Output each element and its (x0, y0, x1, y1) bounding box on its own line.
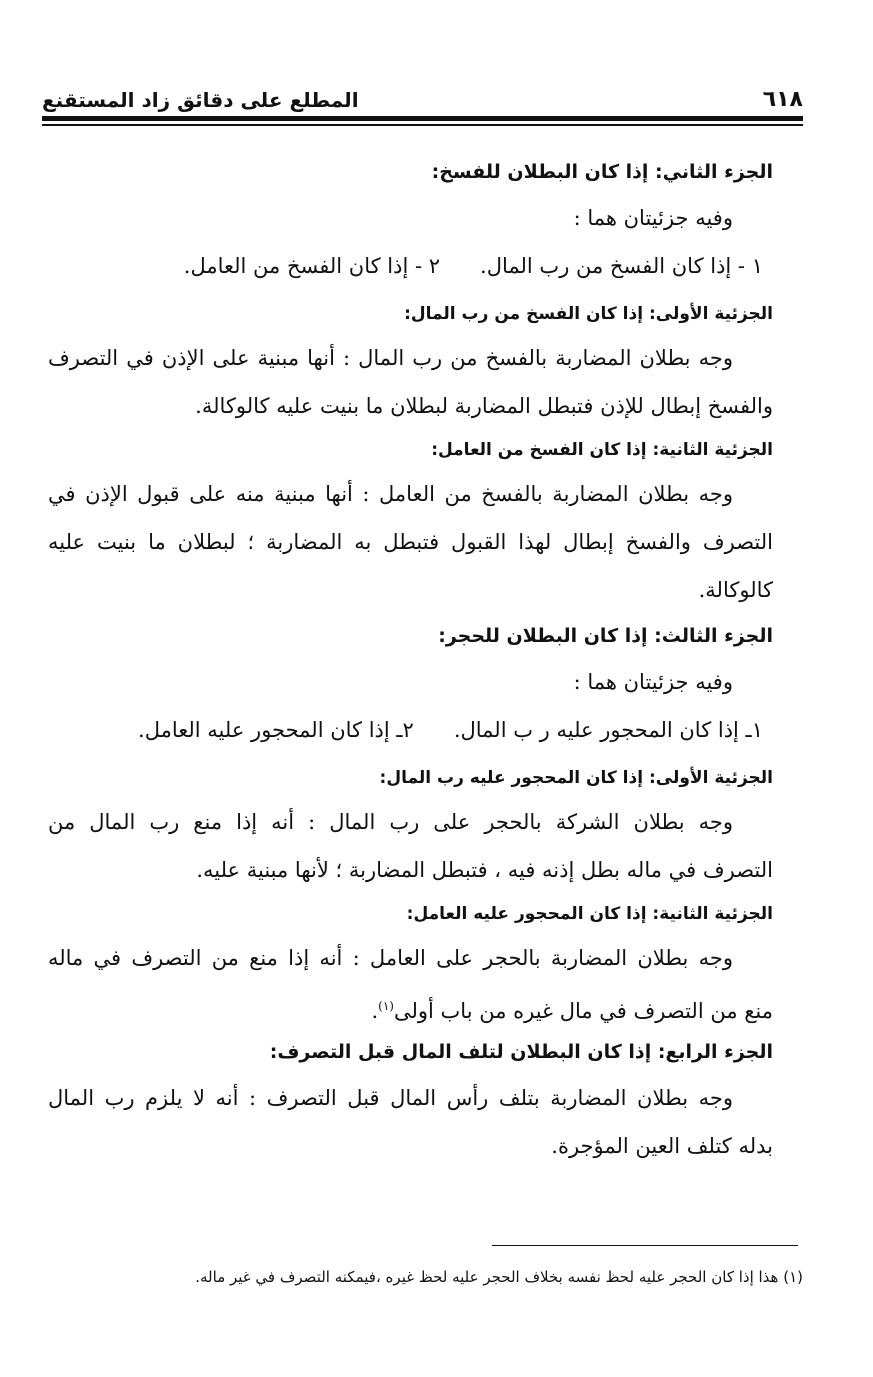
header-rule-thick (42, 116, 803, 121)
footnote-reference[interactable]: (١) (378, 999, 394, 1013)
section-heading: الجزء الثاني: إذا كان البطلان للفسخ: (431, 161, 773, 183)
page-number: ٦١٨ (762, 87, 803, 112)
footnote: (١) هذا إذا كان الحجر عليه لحظ نفسه بخلاف الحجر عليه لحظ غيره ،فيمكنه التصرف في غير ماله. (195, 1268, 803, 1286)
paragraph-line: وجه بطلان المضاربة بالفسخ من رب المال : أنها مبنية على الإذن في التصرف (48, 346, 733, 370)
paragraph-line: التصرف والفسخ إبطال لهذا القبول فتبطل به المضاربة ؛ لبطلان ما بنيت عليه (48, 530, 773, 554)
paragraph-line: بدله كتلف العين المؤجرة. (551, 1134, 773, 1158)
paragraph-line: وفيه جزئيتان هما : (573, 206, 733, 230)
page-header (42, 78, 803, 112)
list-item: ٢ - إذا كان الفسخ من العامل. (183, 254, 441, 278)
subsection-heading: الجزئية الأولى: إذا كان المحجور عليه رب المال: (379, 768, 773, 788)
list-item: ١ - إذا كان الفسخ من رب المال. (480, 254, 763, 278)
paragraph-text: منع من التصرف في مال غيره من باب أولى (393, 999, 773, 1023)
paragraph-line: وجه بطلان المضاربة بالفسخ من العامل : أنها مبنية منه على قبول الإذن في (48, 482, 733, 506)
numbered-list (48, 242, 773, 294)
footnote-separator (492, 1245, 798, 1246)
book-title: المطلع على دقائق زاد المستقنع (42, 88, 359, 112)
paragraph-line: والفسخ إبطال للإذن فتبطل المضاربة لبطلان ما بنيت عليه كالوكالة. (195, 394, 773, 418)
page-content (48, 150, 773, 1170)
paragraph-line: كالوكالة. (698, 578, 773, 602)
paragraph-line: وجه بطلان المضاربة بتلف رأس المال قبل التصرف : أنه لا يلزم رب المال (48, 1086, 733, 1110)
paragraph-line: وفيه جزئيتان هما : (573, 670, 733, 694)
list-item: ١ـ إذا كان المحجور عليه ر ب المال. (453, 718, 763, 742)
paragraph-line: وجه بطلان المضاربة بالحجر على العامل : أنه إذا منع من التصرف في ماله (48, 946, 733, 970)
paragraph-line: وجه بطلان الشركة بالحجر على رب المال : أنه إذا منع رب المال من (48, 810, 733, 834)
paragraph-line: منع من التصرف في مال غيره من باب أولى$^{(١)}$. (371, 999, 773, 1023)
subsection-heading: الجزئية الأولى: إذا كان الفسخ من رب المال: (404, 304, 773, 324)
subsection-heading: الجزئية الثانية: إذا كان الفسخ من العامل: (431, 440, 773, 460)
numbered-list (48, 706, 773, 758)
header-rule-thin (42, 124, 803, 126)
section-heading: الجزء الرابع: إذا كان البطلان لتلف المال قبل التصرف: (269, 1041, 773, 1063)
list-item: ٢ـ إذا كان المحجور عليه العامل. (138, 718, 414, 742)
paragraph-line: التصرف في ماله بطل إذنه فيه ، فتبطل المضاربة ؛ لأنها مبنية عليه. (196, 858, 773, 882)
subsection-heading: الجزئية الثانية: إذا كان المحجور عليه العامل: (406, 904, 773, 924)
section-heading: الجزء الثالث: إذا كان البطلان للحجر: (438, 625, 773, 647)
